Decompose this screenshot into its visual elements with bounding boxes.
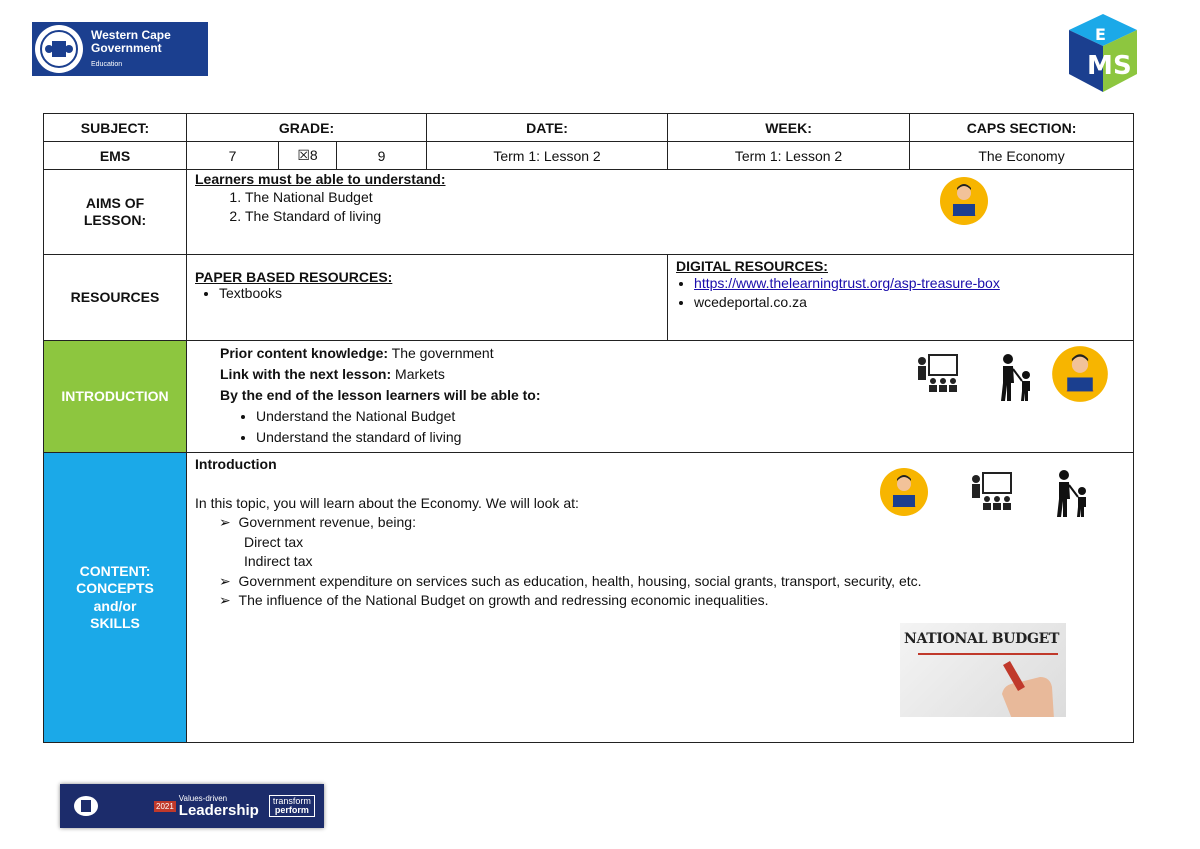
gov-logo-line3: Education — [91, 61, 123, 69]
content-subitem: Indirect tax — [244, 553, 313, 569]
header-week: WEEK: — [668, 114, 910, 142]
coat-of-arms-icon — [35, 25, 83, 73]
introduction-row — [44, 341, 1134, 453]
aims-label-line2: LESSON: — [83, 212, 147, 228]
footer-tag1: transform — [272, 796, 311, 806]
introduction-label: INTRODUCTION — [44, 341, 187, 453]
aims-label-line1: AIMS OF — [85, 194, 145, 211]
week-value: Term 1: Lesson 2 — [668, 142, 910, 170]
content-bullet: Government expenditure on services such as education, health, housing, social grants, transport, security, etc. — [238, 572, 922, 589]
caps-value: The Economy — [910, 142, 1134, 170]
gov-logo-line2: Government — [91, 41, 162, 56]
content-row — [44, 453, 1134, 743]
content-intro-text: In this topic, you will learn about the Economy. We will look at: — [195, 494, 579, 511]
content-label-line1: CONTENT: — [79, 562, 151, 579]
outcomes-heading: By the end of the lesson learners will be able to: — [220, 387, 541, 403]
parent-child-icon — [994, 353, 1038, 403]
footer-year: 2021 — [156, 801, 174, 811]
prior-knowledge-label: Prior content knowledge: — [220, 345, 389, 361]
lesson-plan-table — [43, 113, 1134, 743]
header-grade: GRADE: — [187, 114, 427, 142]
ems-logo-icon — [1063, 12, 1143, 94]
introduction-cell — [187, 341, 1134, 453]
outcome-item: • Understand the National Budget — [256, 406, 1133, 427]
aims-heading: Learners must be able to understand: — [195, 171, 446, 187]
grade-8-checked: ☒8 — [279, 142, 337, 170]
header-subject: SUBJECT: — [44, 114, 187, 142]
aims-cell — [187, 170, 1134, 255]
grade-7: 7 — [187, 142, 279, 170]
teacher-board-icon — [969, 471, 1015, 511]
header-date: DATE: — [427, 114, 668, 142]
reading-learner-icon — [939, 176, 989, 226]
reading-learner-icon — [879, 467, 929, 517]
footer-line2: Leadership — [178, 801, 259, 819]
content-cell: Introduction In this topic, you will learn about the Economy. We will look at: ➢ Government revenue, being: Direct tax Indirect tax ➢ Government expenditure on services such as education, health, housing, social grants, transport, security, etc. ➢ The influence of the National Budget on growth and redressing economic inequalities. NATIONAL BUDGET — [187, 453, 1134, 743]
resources-row — [44, 255, 1134, 341]
svg-text:M: M — [1087, 51, 1113, 81]
svg-text:S: S — [1113, 51, 1132, 81]
header-caps: CAPS SECTION: — [910, 114, 1134, 142]
paper-resources-cell — [187, 255, 668, 341]
table-row — [44, 142, 1134, 170]
gov-logo-line1: Western Cape — [91, 27, 171, 42]
aims-item: 2. The Standard of living — [245, 207, 1133, 226]
footer-line1: Values-driven — [178, 793, 228, 803]
outcome-item: • Understand the standard of living — [256, 427, 1133, 448]
table-header-row — [44, 114, 1134, 142]
aims-row — [44, 170, 1134, 255]
content-label-line2: CONCEPTS — [76, 580, 154, 596]
next-lesson-value: Markets — [395, 366, 445, 382]
subject-value: EMS — [44, 142, 187, 170]
digital-resource-item: • wcedeportal.co.za — [694, 293, 1133, 312]
parent-child-icon — [1050, 469, 1094, 519]
content-label — [44, 453, 187, 743]
wcg-logo — [32, 22, 208, 76]
content-subitem: Direct tax — [244, 533, 304, 550]
content-heading: Introduction — [195, 456, 277, 472]
aims-label — [44, 170, 187, 255]
resources-label: RESOURCES — [44, 255, 187, 341]
national-budget-image-text: NATIONAL BUDGET — [904, 631, 1060, 647]
national-budget-image — [900, 623, 1066, 717]
teacher-board-icon — [915, 353, 961, 393]
wcg-crest-icon — [72, 795, 100, 817]
content-label-line3: and/or — [93, 597, 137, 614]
grade-9: 9 — [337, 142, 427, 170]
content-label-line4: SKILLS — [90, 615, 140, 631]
hand-marker-icon — [992, 659, 1062, 717]
next-lesson-label: Link with the next lesson: — [220, 366, 392, 382]
content-bullet: Government revenue, being: — [238, 514, 416, 530]
footer-banner — [60, 784, 324, 828]
reading-learner-icon — [1051, 345, 1109, 403]
paper-resource-item: • Textbooks — [219, 285, 667, 301]
prior-knowledge-value: The government — [391, 345, 494, 361]
treasure-box-link[interactable]: https://www.thelearningtrust.org/asp-treasure-box — [694, 275, 1000, 291]
svg-text:E: E — [1095, 25, 1106, 44]
aims-item: 1. The National Budget — [245, 188, 1133, 207]
digital-resources-cell — [668, 255, 1134, 341]
footer-tag2: perform — [274, 805, 309, 815]
paper-resources-heading: PAPER BASED RESOURCES: — [195, 269, 393, 285]
digital-resources-heading: DIGITAL RESOURCES: — [676, 258, 828, 274]
content-bullet: The influence of the National Budget on growth and redressing economic inequalities. — [238, 592, 769, 608]
date-value: Term 1: Lesson 2 — [427, 142, 668, 170]
